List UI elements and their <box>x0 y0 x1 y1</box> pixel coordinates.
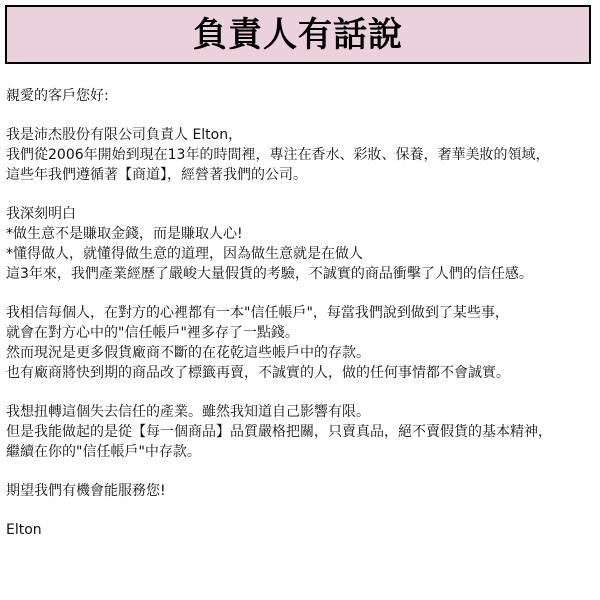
understanding-line: 我深刻明白 <box>6 206 76 222</box>
paragraph-gap <box>6 284 592 303</box>
commitment-line: 但是我能做起的是從【每一個商品】品質嚴格把關，只賣真品，絕不賣假貨的基本精神， <box>6 424 552 440</box>
understanding-line: *做生意不是賺取金錢，而是賺取人心! <box>6 226 243 242</box>
paragraph-gap <box>6 462 592 481</box>
intro-paragraph <box>6 125 592 185</box>
intro-line: 這些年我們遵循著【商道】，經營著我們的公司。 <box>6 167 307 183</box>
signature: Elton <box>6 522 42 538</box>
intro-line: 我們從2006年開始到現在13年的時間裡，專注在香水、彩妝、保養，奢華美妝的領域， <box>6 147 550 163</box>
letter-body <box>6 86 592 540</box>
paragraph-gap <box>6 501 592 520</box>
letter-title: 負責人有話說 <box>193 14 403 55</box>
commitment-paragraph <box>6 402 592 462</box>
paragraph-gap <box>6 383 592 402</box>
understanding-line: 這3年來，我們產業經歷了嚴峻大量假貨的考驗，不誠實的商品衝擊了人們的信任感。 <box>6 266 533 282</box>
trust-line: 也有廠商將快到期的商品改了標籤再賣，不誠實的人，做的任何事情都不會誠實。 <box>6 365 510 381</box>
trust-line: 我相信每個人，在對方的心裡都有一本"信任帳戶"，每當我們說到做到了某些事， <box>6 305 509 321</box>
trust-paragraph <box>6 303 592 383</box>
intro-line: 我是沛杰股份有限公司負責人 Elton， <box>6 127 243 143</box>
paragraph-gap <box>6 185 592 204</box>
trust-line: 就會在對方心中的"信任帳戶"裡多存了一點錢。 <box>6 325 299 341</box>
closing-line: 期望我們有機會能服務您! <box>6 483 166 499</box>
paragraph-gap <box>6 106 592 125</box>
letter-header-banner <box>5 5 591 64</box>
commitment-line: 我想扭轉這個失去信任的產業。雖然我知道自己影響有限。 <box>6 404 370 420</box>
greeting-line: 親愛的客戶您好: <box>6 88 109 104</box>
trust-line: 然而現況是更多假貨廠商不斷的在花乾這些帳戶中的存款。 <box>6 345 370 361</box>
understanding-line: *懂得做人，就懂得做生意的道理，因為做生意就是在做人 <box>6 246 363 262</box>
commitment-line: 繼續在你的"信任帳戶"中存款。 <box>6 444 201 460</box>
understanding-paragraph <box>6 204 592 284</box>
